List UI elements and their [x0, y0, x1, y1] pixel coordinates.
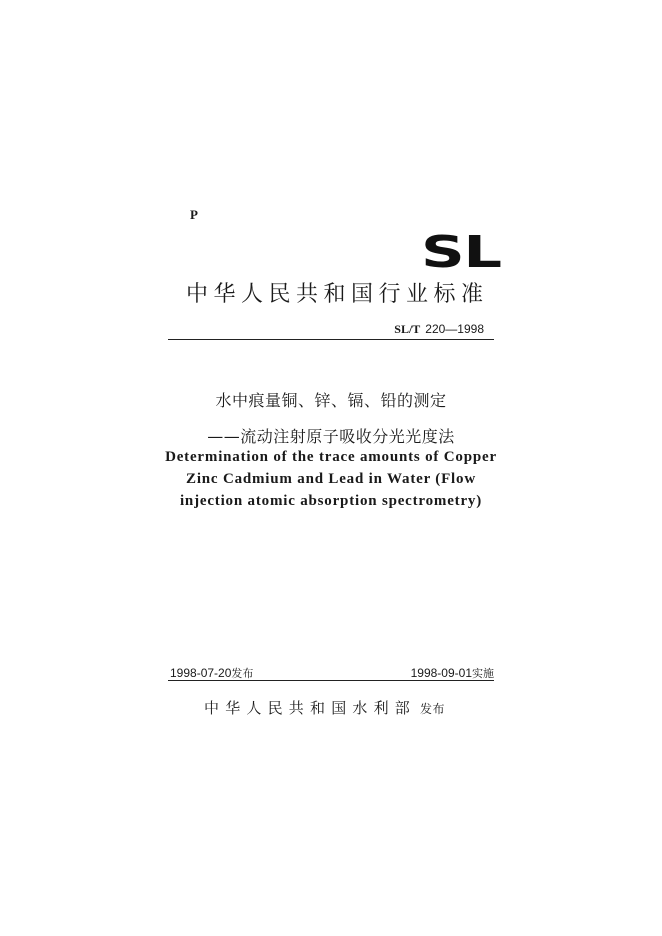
sl-logo: SL — [421, 227, 501, 278]
issue-date: 1998-07-20 — [170, 666, 232, 680]
publisher-name: 中华人民共和国水利部 — [204, 699, 417, 717]
effective-label: 实施 — [472, 667, 494, 680]
publisher-line — [204, 697, 445, 718]
document-title-zh: 水中痕量铜、锌、镉、铅的测定 — [215, 391, 447, 410]
date-divider — [168, 680, 494, 681]
standard-number — [394, 322, 484, 337]
effective-date-line — [411, 665, 494, 681]
classification-code: P — [190, 207, 198, 222]
document-subtitle-zh: ——流动注射原子吸收分光光度法 — [207, 427, 455, 446]
header-divider — [168, 339, 494, 340]
standard-code: SL/T — [394, 322, 421, 336]
document-title-en: Determination of the trace amounts of Copper Zinc Cadmium and Lead in Water (Flow injection atomic absorption spectrometry) — [165, 449, 497, 509]
publisher-action: 发布 — [420, 702, 446, 716]
issue-date-line — [170, 665, 253, 681]
issue-label: 发布 — [231, 667, 254, 680]
standard-number-value: 220—1998 — [425, 322, 484, 336]
effective-date: 1998-09-01 — [410, 666, 472, 680]
standard-title: 中华人民共和国行业标准 — [186, 282, 489, 307]
